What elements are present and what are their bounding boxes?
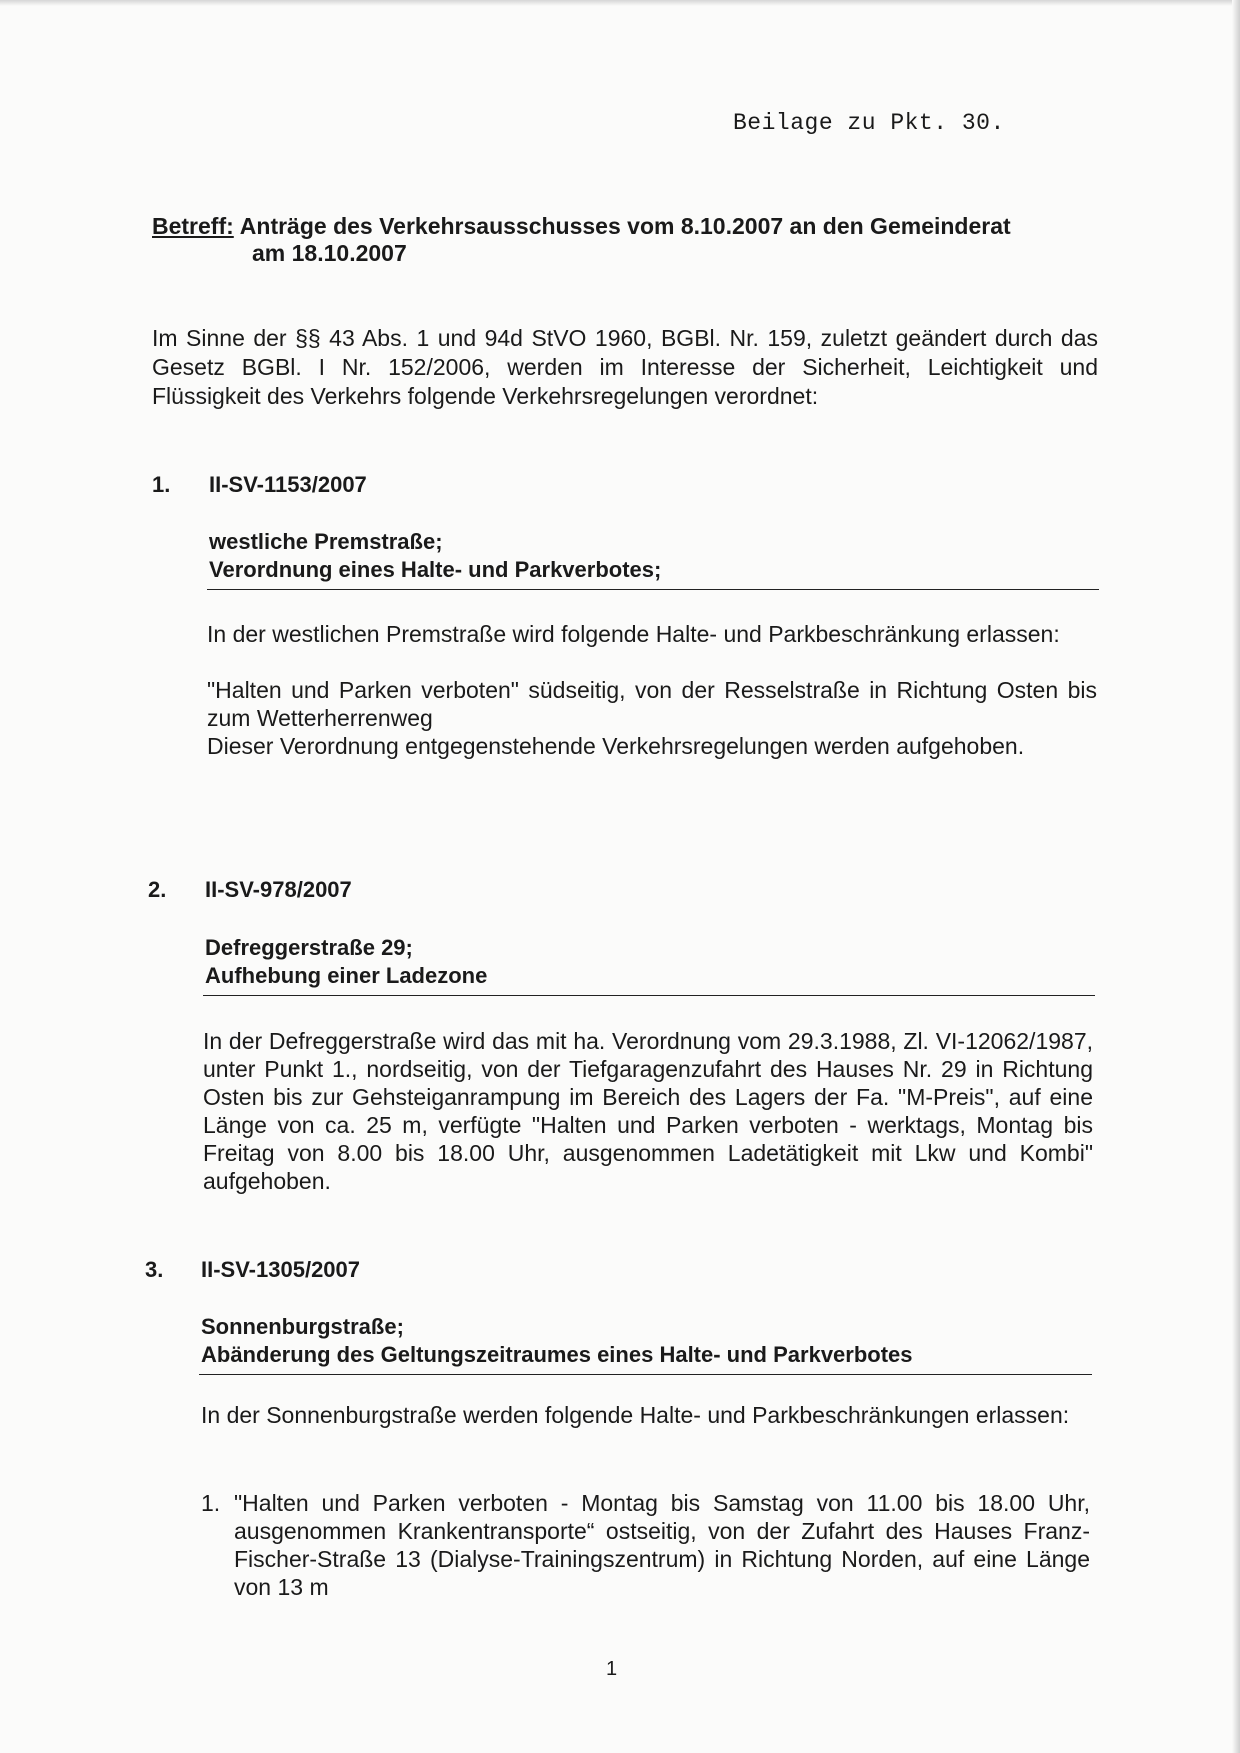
section-3-number: 3. (145, 1257, 164, 1282)
section-1-number: 1. (152, 472, 171, 497)
section-1-body (207, 620, 1097, 760)
section-1-paragraph-1: In der westlichen Premstraße wird folgende Halte- und Parkbeschränkung erlassen: (207, 621, 1060, 647)
section-3-list-item (201, 1489, 1090, 1601)
section-2-paragraph-1: In der Defreggerstraße wird das mit ha. Verordnung vom 29.3.1988, Zl. VI-12062/1987, unter Punkt 1., nordseitig, von der Tiefgaragenzufahrt des Hauses Nr. 29 in Richtung Osten bis zur Gehsteiganrampung im Bereich des Lagers der Fa. "M-Preis", auf eine Länge von ca. 25 m, verfügte "Halten und Parken verboten - werktags, Montag bis Freitag von 8.00 bis 18.00 Uhr, ausgenommen Ladetätigkeit mit Lkw und Kombi" aufgehoben. (203, 1028, 1093, 1194)
section-2-title-line-2: Aufhebung einer Ladezone (205, 963, 488, 988)
section-2-divider (203, 995, 1095, 996)
scan-right-edge (1232, 0, 1240, 1753)
section-3-list-item-text: "Halten und Parken verboten - Montag bis Samstag von 11.00 bis 18.00 Uhr, ausgenommen Krankentransporte“ ostseitig, von der Zufahrt des Hauses Franz-Fischer-Straße 13 (Dialyse-Trainingszentrum) in Richtung Norden, auf eine Länge von 13 m (234, 1490, 1090, 1600)
section-2-number: 2. (148, 877, 167, 902)
section-1-divider (207, 589, 1099, 590)
section-3-divider (199, 1374, 1092, 1375)
section-3-title-line-2: Abänderung des Geltungszeitraumes eines Halte- und Parkverbotes (201, 1342, 913, 1367)
subject-line-2: am 18.10.2007 (252, 240, 407, 266)
section-1-paragraph-2: "Halten und Parken verboten" südseitig, von der Resselstraße in Richtung Osten bis zum Wetterherrenweg (207, 677, 1097, 731)
section-3-title (201, 1313, 913, 1369)
section-1-title-line-2: Verordnung eines Halte- und Parkverbotes; (209, 557, 662, 582)
section-3-list-item-number: 1. (201, 1490, 221, 1516)
subject-label: Betreff: (152, 213, 234, 239)
section-2-title-line-1: Defreggerstraße 29; (205, 935, 413, 960)
subject-line-1: Anträge des Verkehrsausschusses vom 8.10.2007 an den Gemeinderat (239, 213, 1011, 239)
section-3-title-line-1: Sonnenburgstraße; (201, 1314, 404, 1339)
section-2-code: II-SV-978/2007 (205, 877, 352, 902)
section-2-body (203, 1027, 1093, 1195)
section-1-title-line-1: westliche Premstraße; (209, 529, 443, 554)
section-3-body (201, 1401, 1091, 1429)
section-1-paragraph-3: Dieser Verordnung entgegenstehende Verkehrsregelungen werden aufgehoben. (207, 733, 1025, 759)
scan-top-edge (0, 0, 1240, 6)
subject-block (152, 213, 1112, 267)
section-3-paragraph-1: In der Sonnenburgstraße werden folgende Halte- und Parkbeschränkungen erlassen: (201, 1402, 1070, 1428)
page-number: 1 (606, 1658, 618, 1680)
section-3-code: II-SV-1305/2007 (201, 1257, 361, 1282)
attachment-reference: Beilage zu Pkt. 30. (733, 110, 1005, 136)
section-2-title (205, 934, 487, 990)
intro-paragraph: Im Sinne der §§ 43 Abs. 1 und 94d StVO 1960, BGBl. Nr. 159, zuletzt geändert durch das Gesetz BGBl. I Nr. 152/2006, werden im Interesse der Sicherheit, Leichtigkeit und Flüssigkeit des Verkehrs folgende Verkehrsregelungen verordnet: (152, 325, 1098, 409)
section-1-code: II-SV-1153/2007 (209, 472, 367, 497)
section-1-title (209, 528, 661, 584)
